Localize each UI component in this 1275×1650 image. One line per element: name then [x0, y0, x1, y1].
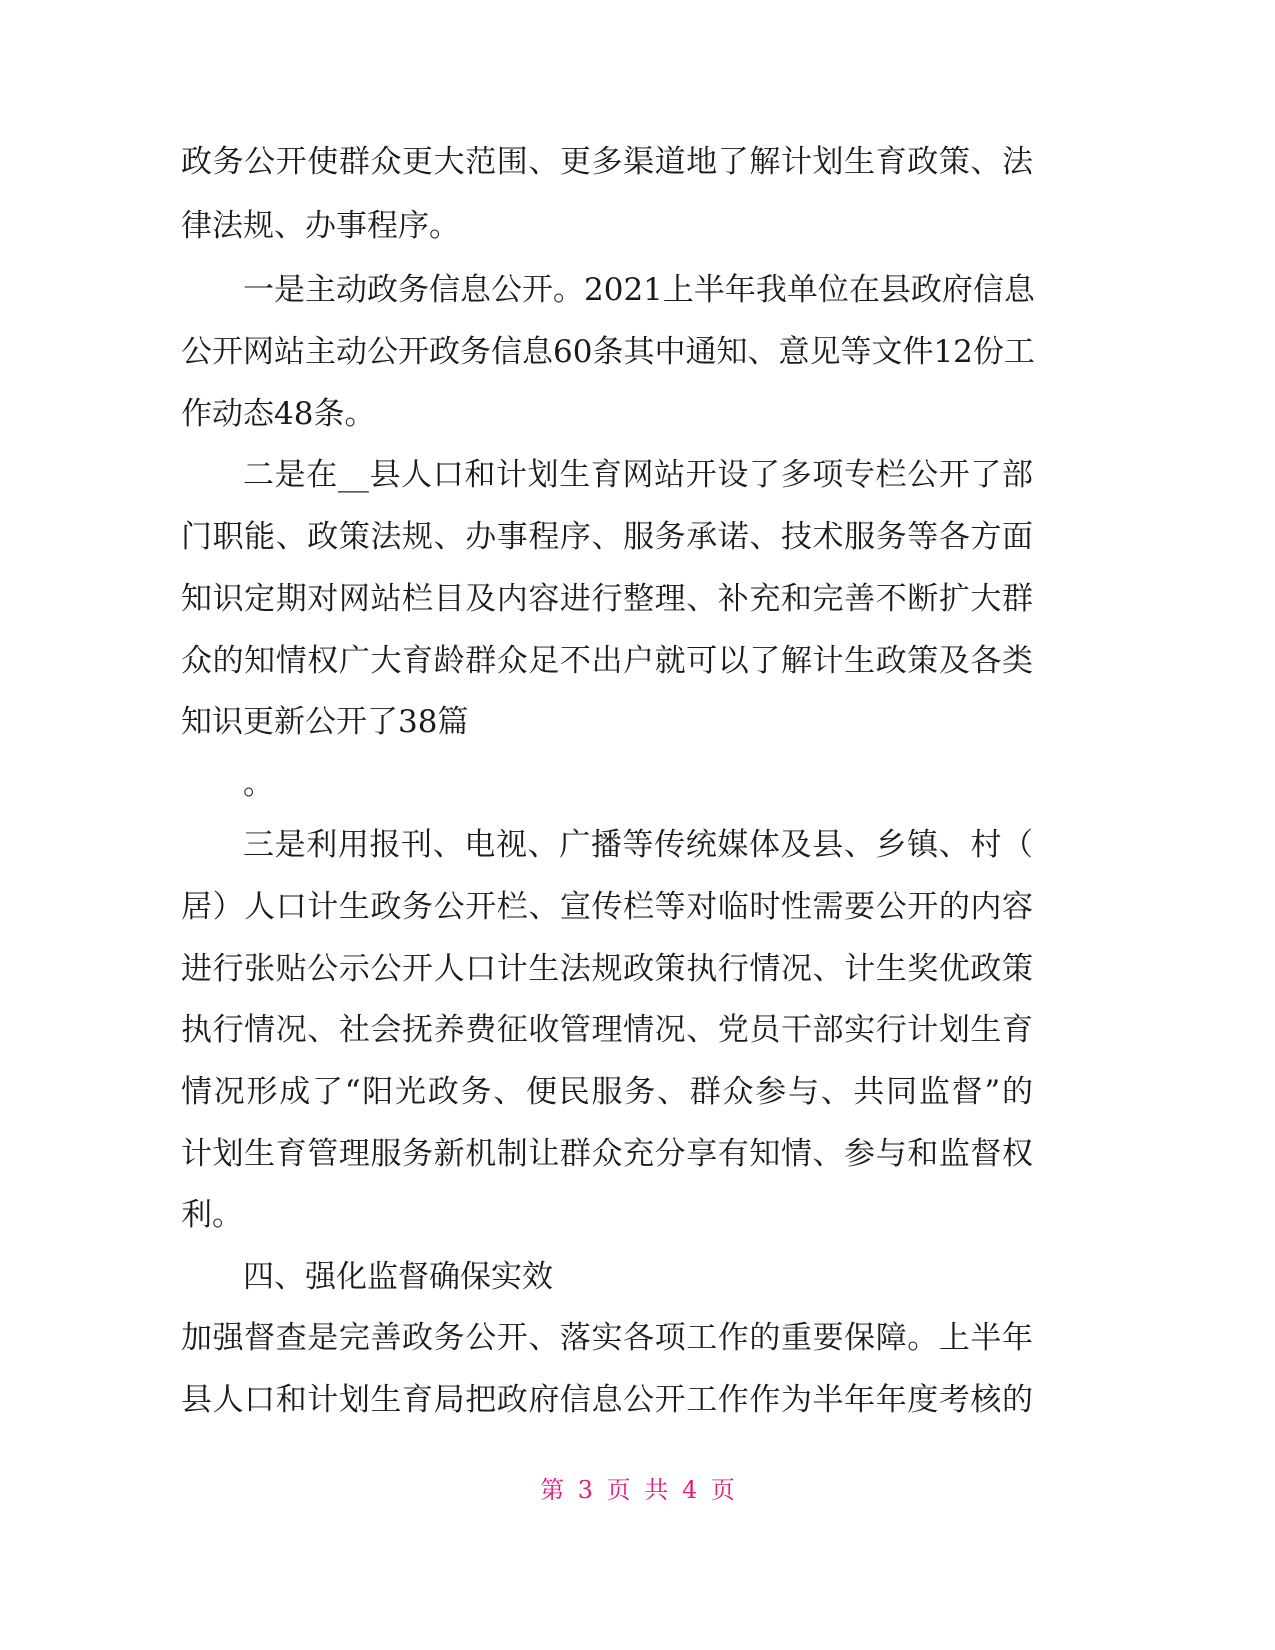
text-line: 二是在__县人口和计划生育网站开设了多项专栏公开了部: [243, 457, 1033, 493]
text-line: 一是主动政务信息公开。2021上半年我单位在县政府信息: [243, 272, 1035, 308]
text-line: 律法规、办事程序。: [181, 208, 460, 244]
text-line: 利。: [181, 1197, 243, 1233]
text-line: 知识定期对网站栏目及内容进行整理、补充和完善不断扩大群: [181, 581, 1033, 617]
text-line: 门职能、政策法规、办事程序、服务承诺、技术服务等各方面: [181, 519, 1033, 555]
text-line: 居）人口计生政务公开栏、宣传栏等对临时性需要公开的内容: [181, 889, 1033, 925]
text-line: 公开网站主动公开政务信息60条其中通知、意见等文件12份工: [181, 334, 1035, 370]
text-line: 政务公开使群众更大范围、更多渠道地了解计划生育政策、法: [181, 144, 1033, 180]
text-line: 众的知情权广大育龄群众足不出户就可以了解计生政策及各类: [181, 643, 1033, 679]
text-line: 加强督查是完善政务公开、落实各项工作的重要保障。上半年: [181, 1320, 1033, 1356]
text-line: 县人口和计划生育局把政府信息公开工作作为半年年度考核的: [181, 1382, 1033, 1418]
text-line: 执行情况、社会抚养费征收管理情况、党员干部实行计划生育: [181, 1012, 1033, 1048]
text-line: 。: [243, 766, 274, 802]
text-line: 进行张贴公示公开人口计生法规政策执行情况、计生奖优政策: [181, 951, 1033, 987]
section-heading: 四、强化监督确保实效: [243, 1259, 553, 1295]
text-line: 计划生育管理服务新机制让群众充分享有知情、参与和监督权: [181, 1136, 1033, 1172]
page-number-footer: 第 3 页 共 4 页: [540, 1476, 735, 1504]
text-line: 情况形成了“阳光政务、便民服务、群众参与、共同监督”的: [181, 1074, 1033, 1110]
text-line: 知识更新公开了38篇: [181, 704, 469, 740]
text-line: 三是利用报刊、电视、广播等传统媒体及县、乡镇、村（: [243, 827, 1033, 863]
text-line: 作动态48条。: [181, 396, 376, 432]
